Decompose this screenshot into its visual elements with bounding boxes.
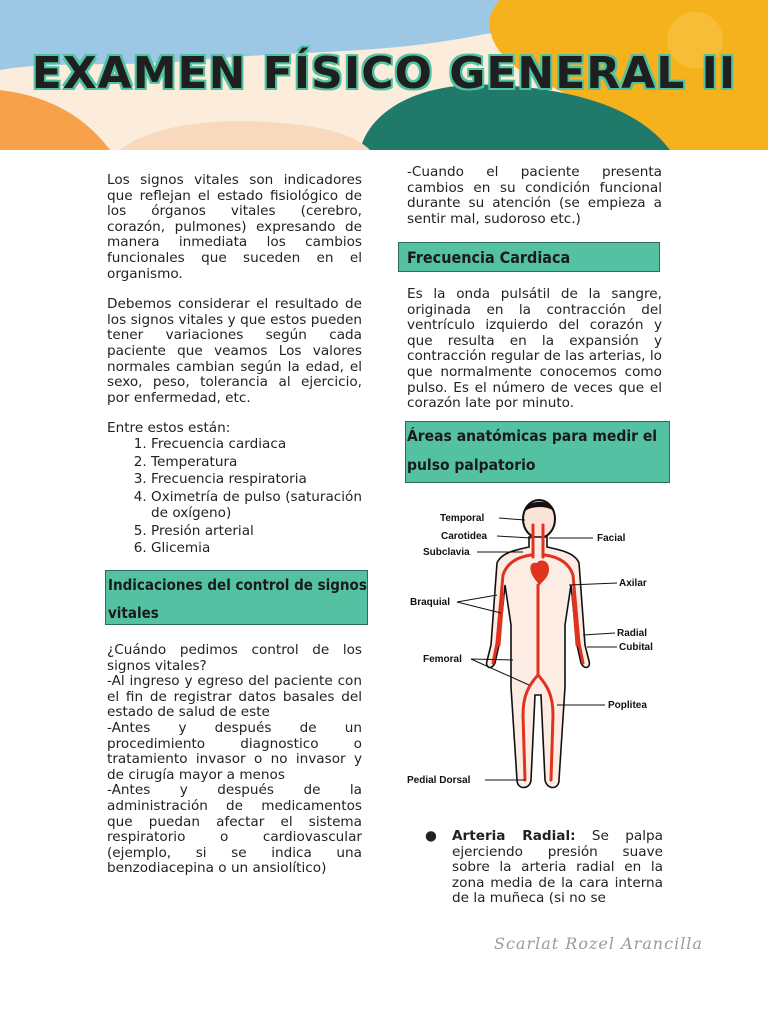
vital-signs-list xyxy=(107,437,362,557)
indication-item: -Cuando el paciente presenta cambios en su condición funcional durante su atención (se empieza a sentir mal, sudoroso etc.) xyxy=(407,164,662,227)
question-text: ¿Cuándo pedimos control de los signos vitales? xyxy=(107,642,362,674)
list-intro: Entre estos están: xyxy=(107,420,231,437)
label-subclavia: Subclavia xyxy=(423,547,470,558)
body-diagram xyxy=(405,495,665,805)
author-signature: Scarlat Rozel Arancilla xyxy=(494,934,703,953)
label-poplitea: Poplitea xyxy=(608,700,647,711)
pulse-points-figure xyxy=(405,495,665,805)
label-facial: Facial xyxy=(597,533,626,544)
label-braquial: Braquial xyxy=(410,597,451,608)
bullet-term: Arteria Radial: xyxy=(452,828,576,844)
considerations-paragraph: Debemos considerar el resultado de los signos vitales y que estos pueden tener variaciones según cada paciente que veamos Los valores normales cambian según la edad, el sexo, peso, tolerancia al ejercicio, por enfermedad, etc. xyxy=(107,296,362,406)
left-column xyxy=(107,173,362,559)
bullet-description: Se palpa ejerciendo presión suave sobre la arteria radial en la zona media de la cara interna de la muñeca (si no se xyxy=(452,828,663,907)
list-item: 5. Presión arterial xyxy=(151,524,362,540)
bullet-arteria-radial xyxy=(426,829,663,907)
list-item: 6. Glicemia xyxy=(151,541,362,557)
indication-item: -Al ingreso y egreso del paciente con el fin de registrar datos basales del estado de salud de este xyxy=(107,673,362,721)
section-heading-indicaciones: Indicaciones del control de signos vitales xyxy=(105,570,368,625)
section-heading-frecuencia: Frecuencia Cardiaca xyxy=(398,242,660,272)
header-banner xyxy=(0,0,768,150)
list-item: 3. Frecuencia respiratoria xyxy=(151,472,362,488)
right-column-top xyxy=(407,165,662,227)
label-femoral: Femoral xyxy=(423,654,462,665)
indication-item: -Antes y después de un procedimiento diagnostico o tratamiento invasor o no invasor y de cirugía mayor a menos xyxy=(107,719,362,783)
label-pedial-dorsal: Pedial Dorsal xyxy=(407,775,471,786)
label-radial: Radial xyxy=(617,628,648,639)
label-temporal: Temporal xyxy=(440,513,485,524)
label-carotidea: Carotidea xyxy=(441,531,488,542)
indication-item: -Antes y después de la administración de medicamentos que puedan afectar el sistema respiratorio o cardiovascular (ejemplo, si se indica una benzodiacepina o un ansiolítico) xyxy=(107,782,362,877)
page-title: EXAMEN FÍSICO GENERAL II xyxy=(31,48,737,99)
intro-paragraph: Los signos vitales son indicadores que reflejan el estado fisiológico de los órganos vitales (cerebro, corazón, pulmones) expresando de manera inmediata los cambios funcionales que suceden en el organismo. xyxy=(107,172,362,282)
label-axilar: Axilar xyxy=(619,578,647,589)
list-item: 2. Temperatura xyxy=(151,455,362,471)
list-item: 4. Oximetría de pulso (saturación de oxígeno) xyxy=(151,490,362,521)
bullet-dot-icon: ● xyxy=(425,828,437,844)
list-item: 1. Frecuencia cardiaca xyxy=(151,437,362,453)
indications-text xyxy=(107,643,362,877)
label-cubital: Cubital xyxy=(619,642,653,653)
frecuencia-paragraph: Es la onda pulsátil de la sangre, originada en la contracción del ventrículo izquierdo del corazón y que resulta en la expansión y contracción regular de las arterias, lo que normalmente conocemos como pulso. Es el número de veces que el corazón late por minuto. xyxy=(407,286,662,412)
section-heading-areas: Áreas anatómicas para medir el pulso palpatorio xyxy=(405,421,670,483)
